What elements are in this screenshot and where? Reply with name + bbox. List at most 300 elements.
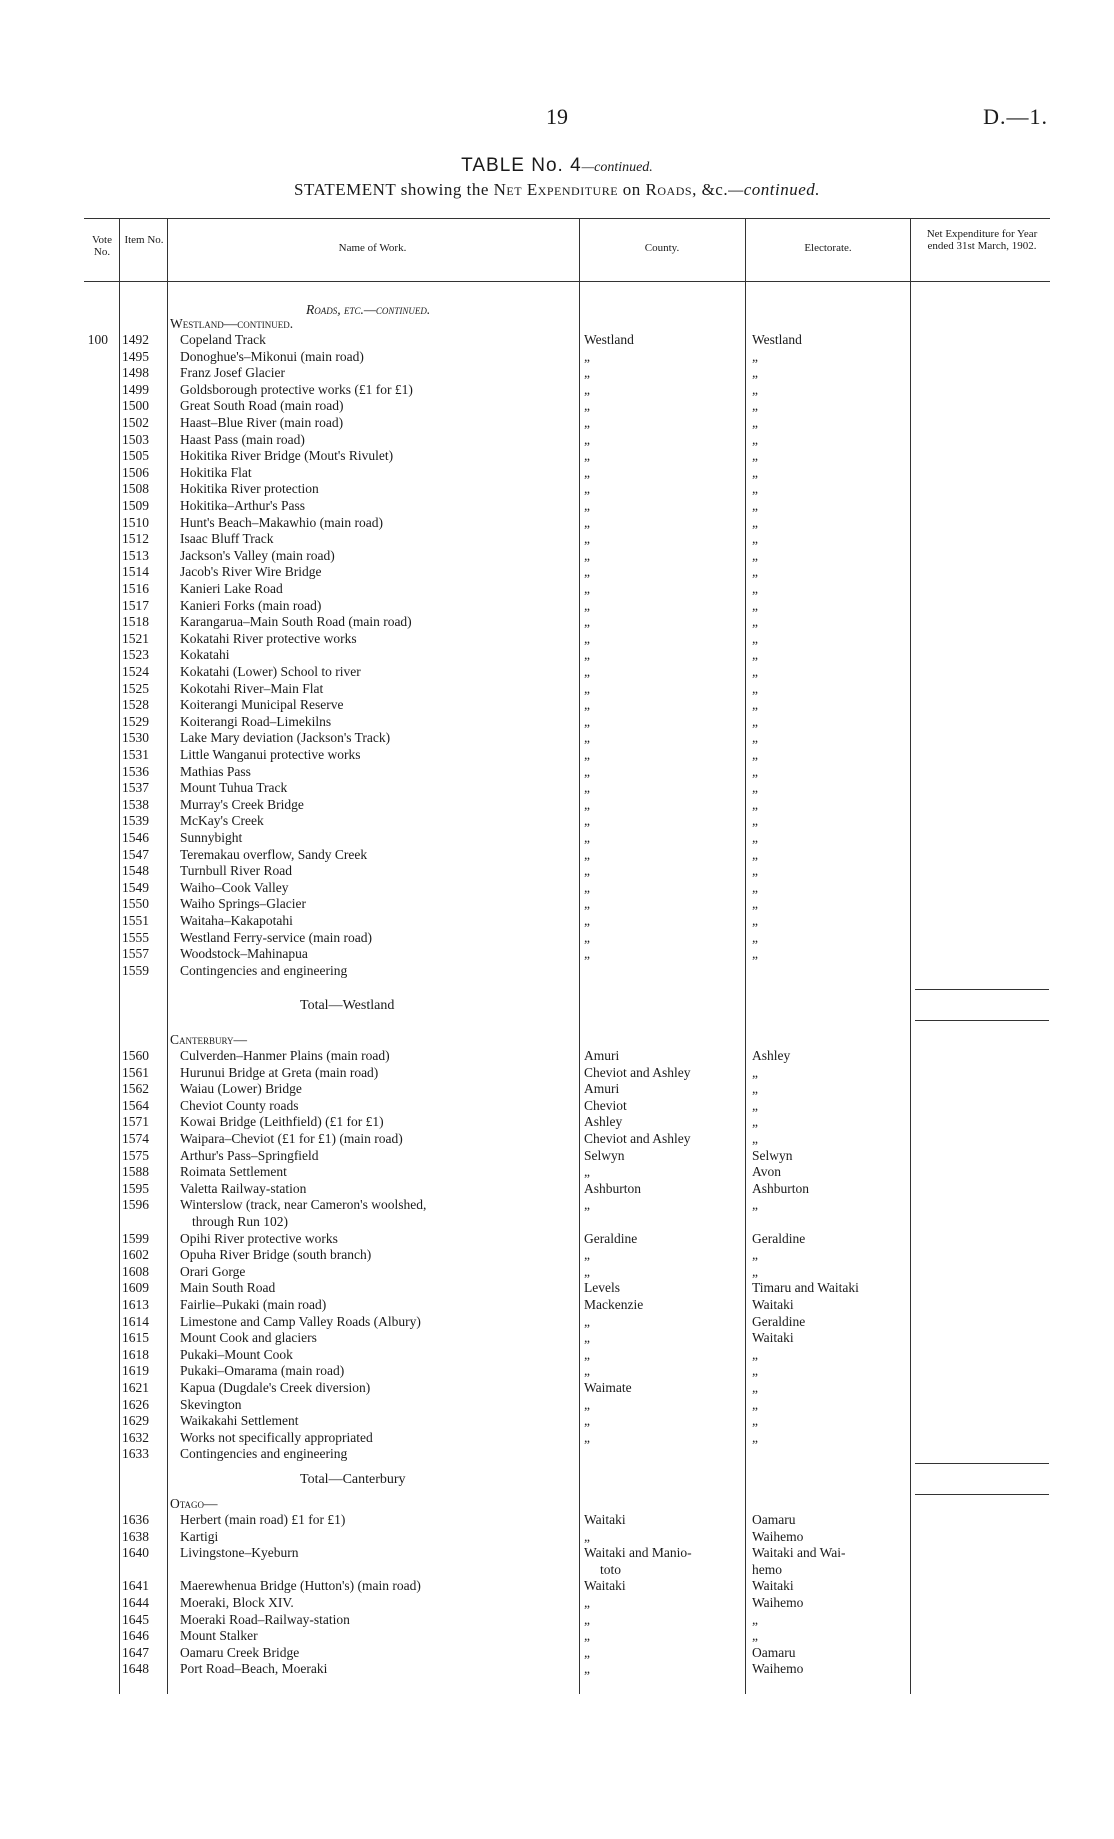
county-name: „ [584, 481, 590, 496]
electorate-name: „ [752, 880, 758, 895]
work-name: Moeraki Road–Railway-station [180, 1612, 350, 1627]
county-name: „ [584, 697, 590, 712]
county-name: „ [584, 1314, 590, 1329]
table-row [0, 1181, 1114, 1197]
table-row [0, 481, 1114, 497]
table-row [0, 764, 1114, 780]
item-number: 1559 [122, 963, 149, 978]
electorate-name: „ [752, 481, 758, 496]
electorate-name: Waitaki [752, 1330, 794, 1345]
county-name: „ [584, 1430, 590, 1445]
work-name: Culverden–Hanmer Plains (main road) [180, 1048, 390, 1063]
item-number: 1506 [122, 465, 149, 480]
table-title-continued: —continued. [581, 160, 653, 175]
electorate-name: „ [752, 398, 758, 413]
electorate-name: Timaru and Waitaki [752, 1280, 859, 1295]
work-name: Hurunui Bridge at Greta (main road) [180, 1065, 379, 1080]
electorate-name: „ [752, 581, 758, 596]
work-name: Port Road–Beach, Moeraki [180, 1661, 328, 1676]
county-name: „ [584, 598, 590, 613]
county-name: „ [584, 1645, 590, 1660]
table-row [0, 1247, 1114, 1263]
table-row [0, 1314, 1114, 1330]
table-row [0, 1661, 1114, 1677]
work-name: Westland Ferry-service (main road) [180, 930, 372, 945]
county-name: „ [584, 498, 590, 513]
item-number: 1608 [122, 1264, 149, 1279]
item-number: 1574 [122, 1131, 149, 1146]
table-row [0, 548, 1114, 564]
electorate-name: „ [752, 847, 758, 862]
westland-heading-text: Westland—continued. [170, 316, 294, 331]
table-row [0, 581, 1114, 597]
total-westland-row [0, 998, 1114, 1014]
table-row [0, 1297, 1114, 1313]
electorate-name: „ [752, 1081, 758, 1096]
westland-subtotal-rule [915, 989, 1049, 990]
county-name: Levels [584, 1280, 620, 1295]
item-number: 1618 [122, 1347, 149, 1362]
electorate-name: „ [752, 349, 758, 364]
electorate-name: „ [752, 1114, 758, 1129]
item-number: 1632 [122, 1430, 149, 1445]
county-name: „ [584, 764, 590, 779]
work-name: Hokitika River protection [180, 481, 319, 496]
electorate-name: „ [752, 1363, 758, 1378]
county-name: „ [584, 564, 590, 579]
electorate-name: „ [752, 614, 758, 629]
county-name: „ [584, 448, 590, 463]
item-number: 1492 [122, 332, 149, 347]
county-name: „ [584, 880, 590, 895]
table-row [0, 1612, 1114, 1628]
work-name: Skevington [180, 1397, 242, 1412]
electorate-name: Ashburton [752, 1181, 809, 1196]
total-canterbury-row [0, 1472, 1114, 1488]
electorate-name: „ [752, 1131, 758, 1146]
electorate-name: „ [752, 531, 758, 546]
header-item: Item No. [124, 234, 164, 246]
item-number: 1621 [122, 1380, 149, 1395]
item-number: 1596 [122, 1197, 149, 1212]
electorate-name: Waitaki [752, 1297, 794, 1312]
table-row [0, 681, 1114, 697]
county-name: „ [584, 1197, 590, 1212]
county-name: „ [584, 830, 590, 845]
county-name: Waitaki [584, 1578, 626, 1593]
table-row [0, 531, 1114, 547]
item-number: 1531 [122, 747, 149, 762]
electorate-name: Avon [752, 1164, 781, 1179]
item-number: 1551 [122, 913, 149, 928]
work-name: Haast Pass (main road) [180, 432, 305, 447]
table-row [0, 1363, 1114, 1379]
item-number: 1562 [122, 1081, 149, 1096]
county-name: „ [584, 1330, 590, 1345]
county-name: „ [584, 382, 590, 397]
work-name: Karangarua–Main South Road (main road) [180, 614, 412, 629]
electorate-name: Waihemo [752, 1595, 804, 1610]
county-name: „ [584, 1363, 590, 1378]
work-name: Mathias Pass [180, 764, 251, 779]
total-label: Total—Canterbury [300, 1472, 406, 1487]
table-row [0, 415, 1114, 431]
county-name: „ [584, 780, 590, 795]
table-row [0, 1413, 1114, 1429]
county-name: Ashburton [584, 1181, 641, 1196]
county-name: Waitaki and Manio- [584, 1545, 692, 1560]
item-number: 1530 [122, 730, 149, 745]
table-row [0, 1197, 1114, 1213]
electorate-name: „ [752, 1197, 758, 1212]
item-number: 1633 [122, 1446, 149, 1461]
table-row [0, 465, 1114, 481]
page-number: 19 [546, 104, 568, 129]
table-row [0, 564, 1114, 580]
county-name: „ [584, 631, 590, 646]
work-name: Main South Road [180, 1280, 276, 1295]
county-name: „ [584, 1413, 590, 1428]
county-name: „ [584, 1347, 590, 1362]
work-name: Kapua (Dugdale's Creek diversion) [180, 1380, 371, 1395]
electorate-name: „ [752, 548, 758, 563]
work-name: Lake Mary deviation (Jackson's Track) [180, 730, 391, 745]
county-name: „ [584, 548, 590, 563]
item-number: 1645 [122, 1612, 149, 1627]
table-row [0, 382, 1114, 398]
work-name: Pukaki–Mount Cook [180, 1347, 293, 1362]
item-number: 1550 [122, 896, 149, 911]
county-name: „ [584, 681, 590, 696]
item-number: 1539 [122, 813, 149, 828]
item-number: 1648 [122, 1661, 149, 1676]
item-number: 1518 [122, 614, 149, 629]
work-name: Livingstone–Kyeburn [180, 1545, 299, 1560]
electorate-name: „ [752, 448, 758, 463]
work-name: Little Wanganui protective works [180, 747, 361, 762]
county-name: „ [584, 1397, 590, 1412]
item-number: 1638 [122, 1529, 149, 1544]
county-name: „ [584, 614, 590, 629]
item-number: 1644 [122, 1595, 149, 1610]
header-expenditure: Net Expenditure for Year ended 31st March, 1902. [926, 228, 1038, 252]
electorate-name: „ [752, 730, 758, 745]
county-name: „ [584, 813, 590, 828]
section-title-text: Roads, etc.—continued. [306, 302, 431, 317]
work-name: Kokatahi [180, 647, 230, 662]
electorate-name: „ [752, 1612, 758, 1627]
county-name: „ [584, 1247, 590, 1262]
table-row [0, 880, 1114, 896]
item-number: 1646 [122, 1628, 149, 1643]
table-row [0, 1280, 1114, 1296]
table-row [0, 1148, 1114, 1164]
county-name: „ [584, 515, 590, 530]
work-name: Oamaru Creek Bridge [180, 1645, 300, 1660]
work-name: Donoghue's–Mikonui (main road) [180, 349, 364, 364]
item-number: 1537 [122, 780, 149, 795]
work-name: Copeland Track [180, 332, 266, 347]
county-name: „ [584, 531, 590, 546]
county-name: Selwyn [584, 1148, 625, 1163]
header-electorate: Electorate. [804, 242, 852, 254]
table-row [0, 498, 1114, 514]
document-reference: D.—1. [983, 104, 1048, 129]
item-number: 1547 [122, 847, 149, 862]
work-name: McKay's Creek [180, 813, 264, 828]
electorate-name: „ [752, 1430, 758, 1445]
work-name: Sunnybight [180, 830, 243, 845]
electorate-name: Oamaru [752, 1512, 796, 1527]
work-name: Jacob's River Wire Bridge [180, 564, 322, 579]
work-name: Waiau (Lower) Bridge [180, 1081, 302, 1096]
table-row [0, 747, 1114, 763]
winterslow-continuation-text: through Run 102) [192, 1214, 288, 1229]
work-name: Valetta Railway-station [180, 1181, 307, 1196]
electorate-name: „ [752, 432, 758, 447]
electorate-name: „ [752, 365, 758, 380]
item-number: 1647 [122, 1645, 149, 1660]
work-name: Opihi River protective works [180, 1231, 338, 1246]
electorate-name: Geraldine [752, 1231, 806, 1246]
work-name: Mount Cook and glaciers [180, 1330, 317, 1345]
electorate-name: „ [752, 498, 758, 513]
canterbury-total-rule [915, 1494, 1049, 1495]
item-number: 1516 [122, 581, 149, 596]
electorate-name: „ [752, 830, 758, 845]
electorate-name: „ [752, 681, 758, 696]
county-name: „ [584, 714, 590, 729]
county-name: Westland [584, 332, 634, 347]
county-name: „ [584, 365, 590, 380]
electorate-name: „ [752, 1247, 758, 1262]
item-number: 1629 [122, 1413, 149, 1428]
header-vote: Vote No. [92, 234, 112, 258]
table-row [0, 1529, 1114, 1545]
item-number: 1571 [122, 1114, 149, 1129]
work-name: Roimata Settlement [180, 1164, 287, 1179]
county-name: Mackenzie [584, 1297, 644, 1312]
item-number: 1524 [122, 664, 149, 679]
westland-total-rule [915, 1020, 1049, 1021]
electorate-name: „ [752, 465, 758, 480]
statement-caps: Net Expenditure [493, 180, 619, 199]
work-name: Hokitika–Arthur's Pass [180, 498, 306, 513]
county-name: „ [584, 913, 590, 928]
electorate-name: „ [752, 764, 758, 779]
item-number: 1510 [122, 515, 149, 530]
table-row [0, 664, 1114, 680]
item-number: 1509 [122, 498, 149, 513]
canterbury-subtotal-rule [915, 1463, 1049, 1464]
item-number: 1599 [122, 1231, 149, 1246]
item-number: 1615 [122, 1330, 149, 1345]
table-row [0, 1081, 1114, 1097]
item-number: 1560 [122, 1048, 149, 1063]
table-row [0, 398, 1114, 414]
county-name: Cheviot and Ashley [584, 1131, 691, 1146]
electorate-name: „ [752, 1380, 758, 1395]
otago-heading-text: Otago— [170, 1496, 218, 1511]
item-number: 1514 [122, 564, 149, 579]
county-name: Cheviot and Ashley [584, 1065, 691, 1080]
electorate-name: Westland [752, 332, 802, 347]
county-name: „ [584, 1264, 590, 1279]
table-row [0, 1098, 1114, 1114]
item-number: 1495 [122, 349, 149, 364]
table-row [0, 1048, 1114, 1064]
electorate-name: „ [752, 647, 758, 662]
winterslow-continuation [0, 1214, 1114, 1230]
table-row [0, 515, 1114, 531]
table-row [0, 963, 1114, 979]
electorate-name: „ [752, 797, 758, 812]
electorate-name: „ [752, 747, 758, 762]
statement-tail: , &c. [692, 180, 729, 199]
canterbury-heading-text: Canterbury— [170, 1032, 248, 1047]
item-number: 1614 [122, 1314, 149, 1329]
work-name: Contingencies and engineering [180, 1446, 348, 1461]
item-number: 1513 [122, 548, 149, 563]
county-name: „ [584, 1595, 590, 1610]
table-row [0, 614, 1114, 630]
table-row [0, 1578, 1114, 1594]
item-number: 1498 [122, 365, 149, 380]
vote-number: 100 [87, 332, 108, 347]
work-name: Haast–Blue River (main road) [180, 415, 344, 430]
electorate-name: „ [752, 598, 758, 613]
statement-mid: on [618, 180, 646, 199]
county-name: „ [584, 415, 590, 430]
table-row [0, 797, 1114, 813]
item-number: 1575 [122, 1148, 149, 1163]
item-number: 1536 [122, 764, 149, 779]
table-row [0, 1330, 1114, 1346]
total-label: Total—Westland [300, 998, 395, 1013]
work-name: Orari Gorge [180, 1264, 246, 1279]
canterbury-heading [0, 1032, 1114, 1048]
table-row [0, 1231, 1114, 1247]
item-number: 1555 [122, 930, 149, 945]
electorate-name: Waihemo [752, 1529, 804, 1544]
county-name: „ [584, 432, 590, 447]
table-row [0, 896, 1114, 912]
work-name: Kanieri Forks (main road) [180, 598, 322, 613]
electorate-name: „ [752, 1347, 758, 1362]
electorate-name: Waihemo [752, 1661, 804, 1676]
county-name: „ [584, 930, 590, 945]
item-number: 1564 [122, 1098, 149, 1113]
county-name: Amuri [584, 1081, 620, 1096]
county-name: „ [584, 847, 590, 862]
electorate-name: „ [752, 1628, 758, 1643]
electorate-name: „ [752, 863, 758, 878]
item-number: 1503 [122, 432, 149, 447]
item-number: 1640 [122, 1545, 149, 1560]
item-number: 1595 [122, 1181, 149, 1196]
work-name: Woodstock–Mahinapua [180, 946, 308, 961]
item-number: 1636 [122, 1512, 149, 1527]
county-name: Waitaki [584, 1512, 626, 1527]
work-name: Contingencies and engineering [180, 963, 348, 978]
work-name: Koiterangi Municipal Reserve [180, 697, 344, 712]
work-name: Opuha River Bridge (south branch) [180, 1247, 372, 1262]
item-number: 1525 [122, 681, 149, 696]
electorate-name: „ [752, 664, 758, 679]
county-name: „ [584, 863, 590, 878]
table-row [0, 1645, 1114, 1661]
item-number: 1602 [122, 1247, 149, 1262]
county-name: „ [584, 349, 590, 364]
electorate-name: „ [752, 382, 758, 397]
table-row [0, 830, 1114, 846]
item-number: 1548 [122, 863, 149, 878]
header-county: County. [644, 242, 680, 254]
table-row [0, 432, 1114, 448]
work-name: Great South Road (main road) [180, 398, 344, 413]
item-number: 1499 [122, 382, 149, 397]
county-name: Amuri [584, 1048, 620, 1063]
county-name: „ [584, 664, 590, 679]
item-number: 1529 [122, 714, 149, 729]
electorate-name: „ [752, 714, 758, 729]
work-name: Goldsborough protective works (£1 for £1) [180, 382, 413, 397]
table-title-main: TABLE No. 4 [461, 155, 582, 176]
electorate-name: „ [752, 631, 758, 646]
table-row [0, 714, 1114, 730]
item-number: 1588 [122, 1164, 149, 1179]
county-name: Cheviot [584, 1098, 627, 1113]
county-name: Ashley [584, 1114, 623, 1129]
work-name: Kokatahi River protective works [180, 631, 357, 646]
table-row [0, 1545, 1114, 1561]
county-name: „ [584, 730, 590, 745]
work-name: Turnbull River Road [180, 863, 293, 878]
table-row [0, 631, 1114, 647]
electorate-name: „ [752, 1098, 758, 1113]
table-row [0, 647, 1114, 663]
county-name: „ [584, 1529, 590, 1544]
item-number: 1523 [122, 647, 149, 662]
county-name: „ [584, 1661, 590, 1676]
work-name: Pukaki–Omarama (main road) [180, 1363, 345, 1378]
table-row [0, 349, 1114, 365]
electorate-name: Geraldine [752, 1314, 806, 1329]
electorate-name: Waitaki and Wai- [752, 1545, 846, 1560]
electorate-continuation: hemo [752, 1562, 782, 1577]
table-row [0, 863, 1114, 879]
work-name: Waitaha–Kakapotahi [180, 913, 293, 928]
item-number: 1505 [122, 448, 149, 463]
work-name: Waiho–Cook Valley [180, 880, 289, 895]
item-number: 1512 [122, 531, 149, 546]
work-name: Mount Tuhua Track [180, 780, 288, 795]
table-row [0, 813, 1114, 829]
county-name: „ [584, 896, 590, 911]
table-row [0, 1114, 1114, 1130]
county-name: „ [584, 1628, 590, 1643]
item-number: 1528 [122, 697, 149, 712]
work-name: Waipara–Cheviot (£1 for £1) (main road) [180, 1131, 403, 1146]
table-row [0, 1512, 1114, 1528]
table-row [0, 448, 1114, 464]
table-row [0, 1131, 1114, 1147]
table-row [0, 1430, 1114, 1446]
county-name: Waimate [584, 1380, 632, 1395]
statement-caps2: Roads [645, 180, 693, 199]
county-name: „ [584, 747, 590, 762]
work-name: Teremakau overflow, Sandy Creek [180, 847, 368, 862]
